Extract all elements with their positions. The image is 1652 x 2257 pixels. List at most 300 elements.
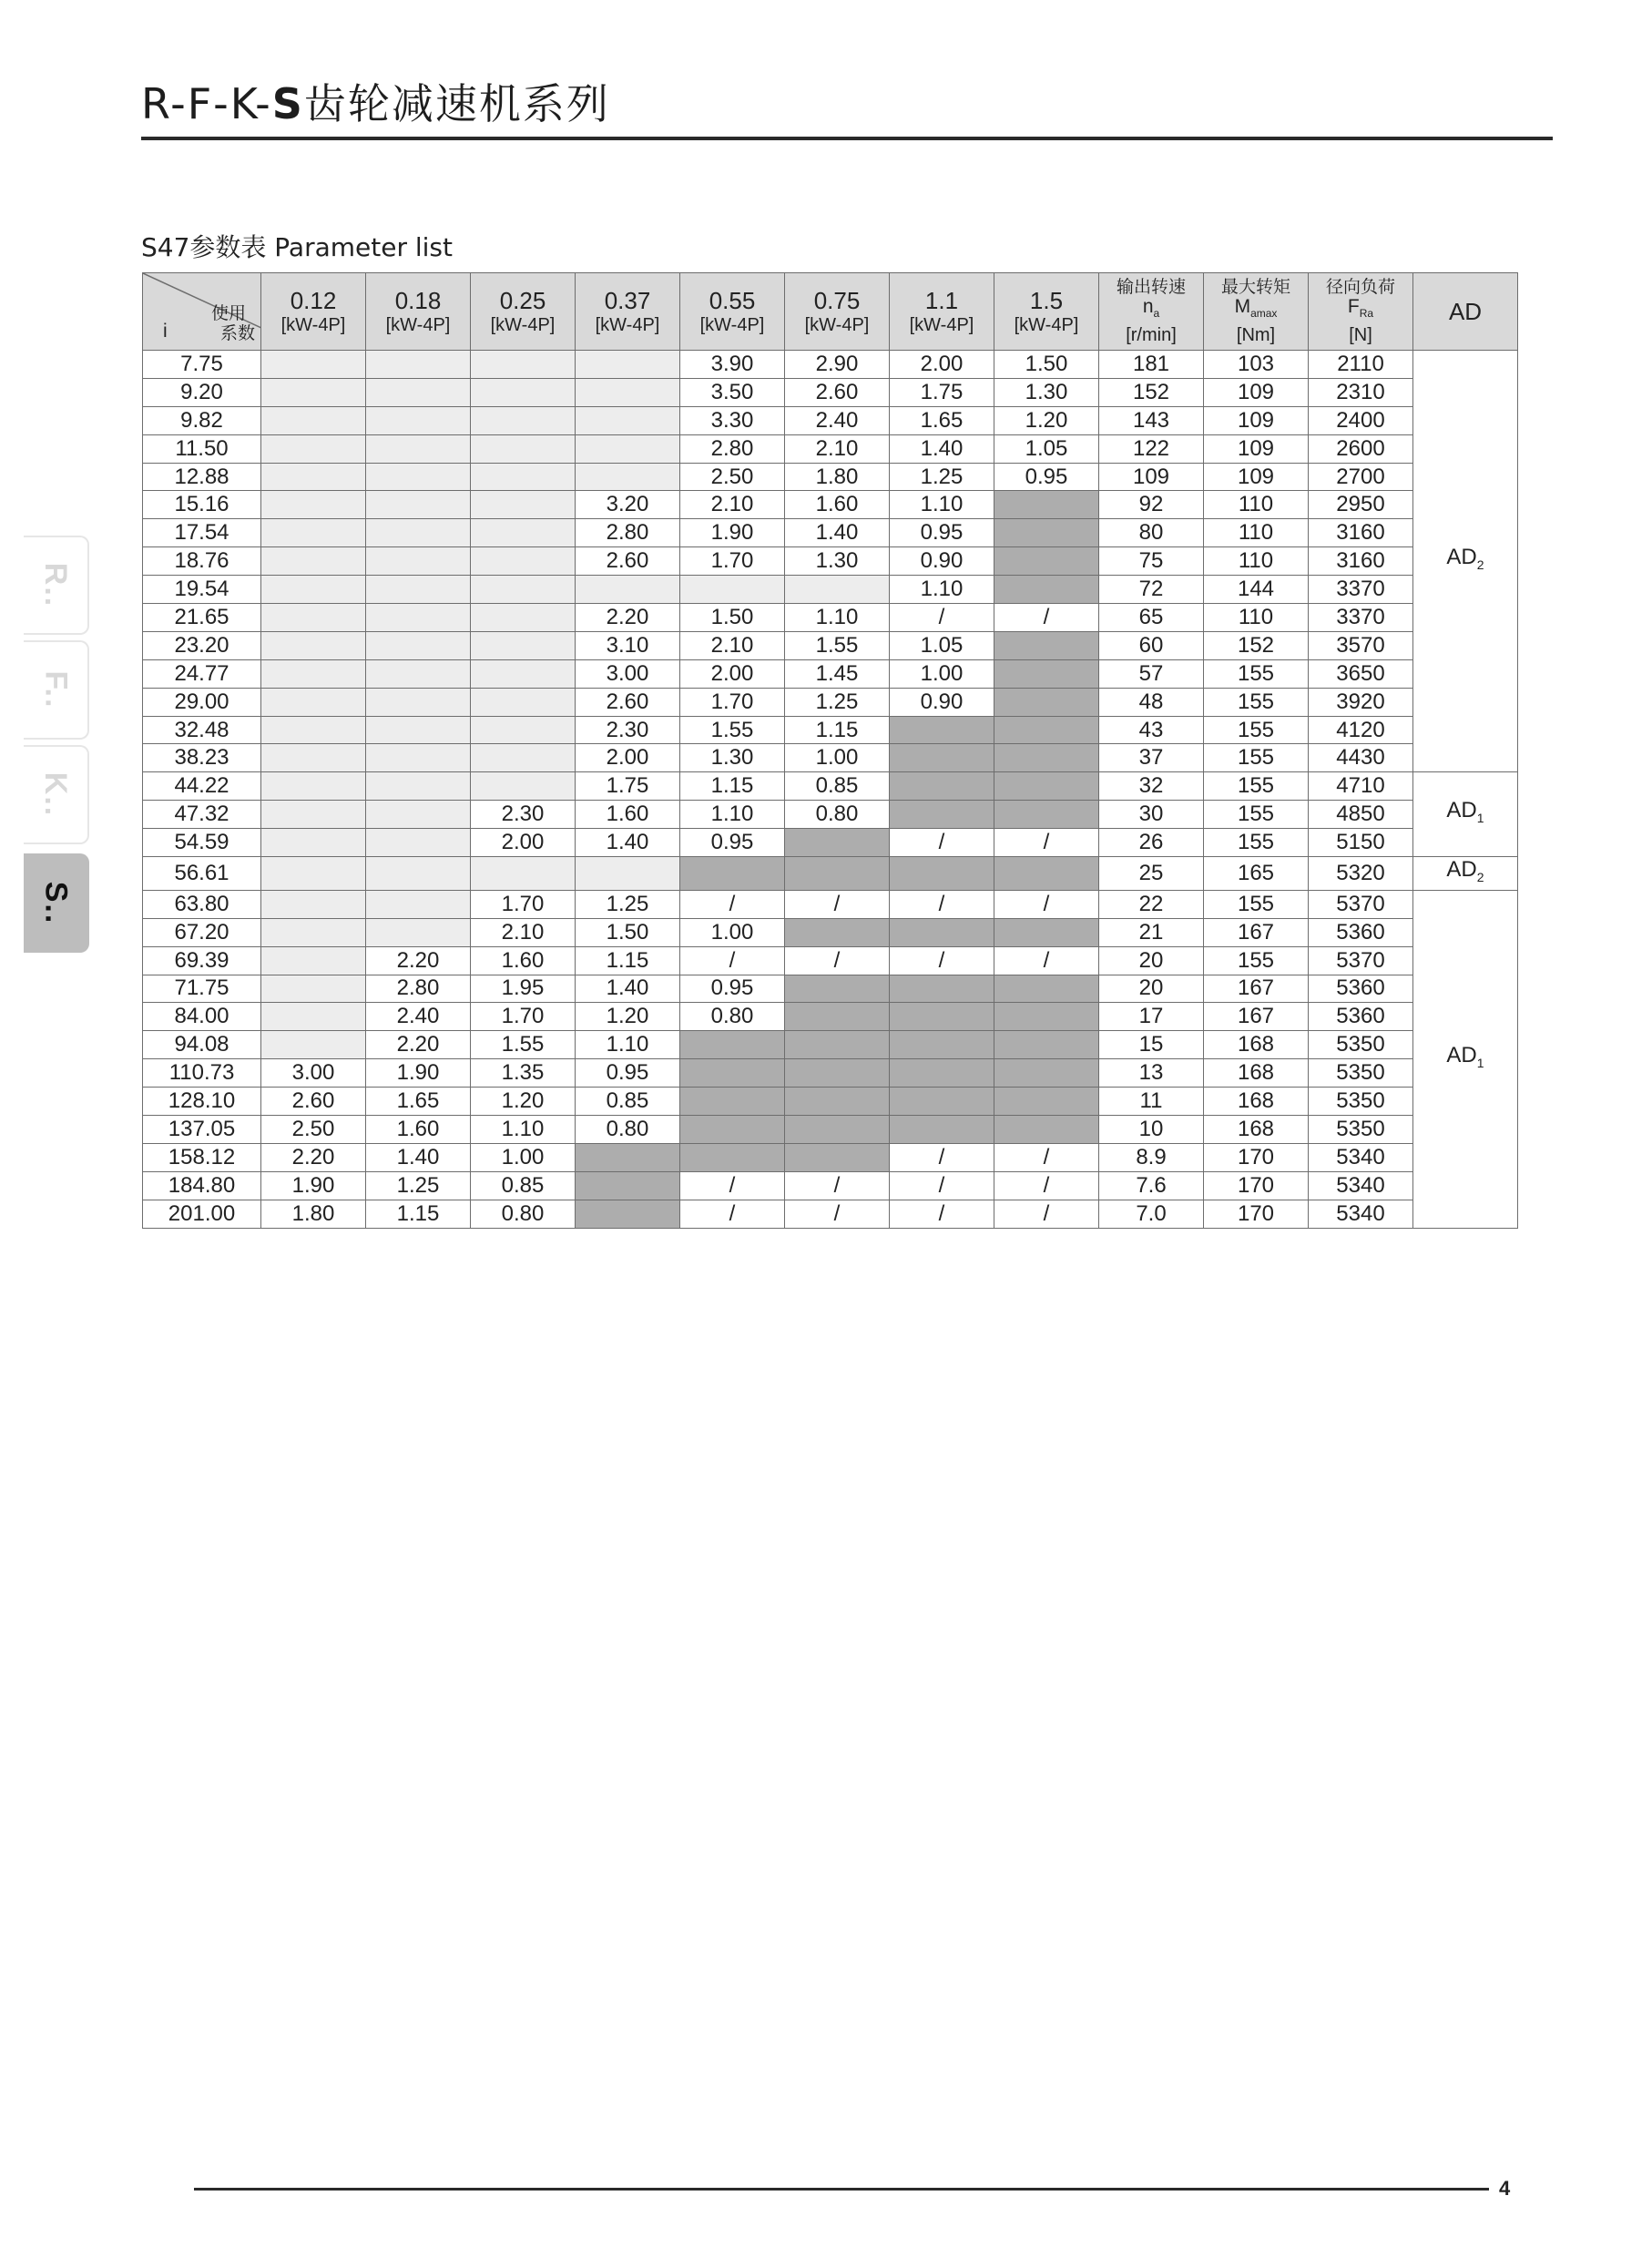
service-factor-cell: / xyxy=(680,946,785,975)
service-factor-cell: 0.85 xyxy=(785,772,890,801)
table-row xyxy=(143,351,1518,379)
ratio-cell: 158.12 xyxy=(143,1143,261,1171)
output-speed-cell: 72 xyxy=(1099,576,1204,604)
section-title: S47参数表 Parameter list xyxy=(141,232,454,262)
max-torque-cell: 110 xyxy=(1204,547,1309,576)
max-torque-cell: 109 xyxy=(1204,463,1309,491)
service-factor-cell: / xyxy=(994,1171,1099,1200)
radial-load-cell: 2310 xyxy=(1309,378,1413,406)
max-torque-cell: 168 xyxy=(1204,1059,1309,1088)
radial-load-cell: 2600 xyxy=(1309,434,1413,463)
service-factor-cell: 2.30 xyxy=(471,801,576,829)
service-factor-cell: 2.80 xyxy=(680,434,785,463)
side-tab-label: K.. xyxy=(38,771,74,818)
max-torque-cell: 168 xyxy=(1204,1088,1309,1116)
empty-cell xyxy=(261,857,366,891)
output-speed-cell: 21 xyxy=(1099,918,1204,946)
ratio-cell: 23.20 xyxy=(143,631,261,659)
radial-load-cell: 3650 xyxy=(1309,659,1413,688)
service-factor-cell: 2.30 xyxy=(576,716,680,744)
unavailable-cell xyxy=(994,857,1099,891)
unavailable-cell xyxy=(994,744,1099,772)
radial-load-cell: 5360 xyxy=(1309,975,1413,1003)
radial-load-cell: 2110 xyxy=(1309,351,1413,379)
output-speed-cell: 92 xyxy=(1099,491,1204,519)
power-header: 0.18 [kW-4P] xyxy=(366,273,471,351)
service-factor-cell: 2.10 xyxy=(680,631,785,659)
max-torque-cell: 110 xyxy=(1204,519,1309,547)
max-torque-cell: 110 xyxy=(1204,604,1309,632)
unavailable-cell xyxy=(890,1031,994,1059)
max-torque-cell: 170 xyxy=(1204,1200,1309,1228)
empty-cell xyxy=(261,829,366,857)
empty-cell xyxy=(366,406,471,434)
table-row xyxy=(143,744,1518,772)
ratio-cell: 19.54 xyxy=(143,576,261,604)
service-factor-cell: 0.95 xyxy=(994,463,1099,491)
table-body xyxy=(143,351,1518,1229)
ad-label: AD xyxy=(1446,857,1477,883)
service-factor-cell: / xyxy=(890,890,994,918)
unavailable-cell xyxy=(785,1143,890,1171)
empty-cell xyxy=(471,463,576,491)
service-factor-cell: 1.75 xyxy=(890,378,994,406)
ad-subscript: 2 xyxy=(1476,869,1484,884)
page-number: 4 xyxy=(1499,2177,1511,2200)
empty-cell xyxy=(261,547,366,576)
ad-header: AD xyxy=(1413,273,1518,351)
table-row xyxy=(143,406,1518,434)
unavailable-cell xyxy=(576,1171,680,1200)
service-factor-cell: 1.80 xyxy=(261,1200,366,1228)
parameter-table xyxy=(142,272,1518,1229)
output-speed-cell: 20 xyxy=(1099,946,1204,975)
max-torque-cell: 109 xyxy=(1204,406,1309,434)
radial-load-cell: 4850 xyxy=(1309,801,1413,829)
unavailable-cell xyxy=(890,975,994,1003)
max-torque-cell: 170 xyxy=(1204,1143,1309,1171)
service-factor-cell: / xyxy=(890,946,994,975)
title-suffix: 齿轮减速机系列 xyxy=(303,79,610,128)
output-speed-cell: 80 xyxy=(1099,519,1204,547)
ad-cell xyxy=(1413,351,1518,772)
service-factor-cell: 1.90 xyxy=(261,1171,366,1200)
unavailable-cell xyxy=(785,1031,890,1059)
radial-load-cell: 3160 xyxy=(1309,547,1413,576)
unavailable-cell xyxy=(576,1143,680,1171)
empty-cell xyxy=(366,890,471,918)
empty-cell xyxy=(366,716,471,744)
ratio-cell: 18.76 xyxy=(143,547,261,576)
unavailable-cell xyxy=(994,1088,1099,1116)
output-speed-cell: 60 xyxy=(1099,631,1204,659)
empty-cell xyxy=(261,463,366,491)
output-speed-cell: 26 xyxy=(1099,829,1204,857)
service-factor-cell: 1.10 xyxy=(890,491,994,519)
unavailable-cell xyxy=(785,829,890,857)
service-factor-cell: 1.15 xyxy=(680,772,785,801)
service-factor-cell: 2.60 xyxy=(576,547,680,576)
table-row xyxy=(143,1143,1518,1171)
service-factor-cell: 1.40 xyxy=(890,434,994,463)
service-factor-cell: 1.65 xyxy=(890,406,994,434)
service-factor-cell: 1.40 xyxy=(576,975,680,1003)
side-tab-label: F.. xyxy=(38,670,74,710)
output-speed-cell: 11 xyxy=(1099,1088,1204,1116)
side-tab-k[interactable] xyxy=(24,745,89,844)
service-factor-cell: 2.40 xyxy=(785,406,890,434)
output-speed-cell: 43 xyxy=(1099,716,1204,744)
unavailable-cell xyxy=(890,918,994,946)
radial-load-cell: 5350 xyxy=(1309,1088,1413,1116)
table-row xyxy=(143,1200,1518,1228)
unavailable-cell xyxy=(785,1059,890,1088)
service-factor-cell: 0.90 xyxy=(890,688,994,716)
empty-cell xyxy=(471,688,576,716)
service-factor-cell: 3.30 xyxy=(680,406,785,434)
radial-load-cell: 5350 xyxy=(1309,1031,1413,1059)
side-tab-r[interactable] xyxy=(24,536,89,635)
service-factor-cell: 1.30 xyxy=(994,378,1099,406)
empty-cell xyxy=(366,463,471,491)
output-speed-cell: 30 xyxy=(1099,801,1204,829)
unavailable-cell xyxy=(994,547,1099,576)
empty-cell xyxy=(366,688,471,716)
table-row xyxy=(143,857,1518,891)
empty-cell xyxy=(261,688,366,716)
service-factor-cell: 1.00 xyxy=(890,659,994,688)
output-speed-cell: 25 xyxy=(1099,857,1204,891)
max-torque-cell: 170 xyxy=(1204,1171,1309,1200)
service-factor-cell: 2.60 xyxy=(576,688,680,716)
max-torque-cell: 155 xyxy=(1204,946,1309,975)
page-title xyxy=(141,71,610,131)
radial-load-cell: 3370 xyxy=(1309,604,1413,632)
service-factor-cell: 2.10 xyxy=(471,918,576,946)
ad-subscript: 1 xyxy=(1476,811,1484,826)
ratio-cell: 9.20 xyxy=(143,378,261,406)
empty-cell xyxy=(366,519,471,547)
service-factor-cell: / xyxy=(680,1200,785,1228)
service-factor-cell: 1.05 xyxy=(890,631,994,659)
ad-cell xyxy=(1413,857,1518,891)
empty-cell xyxy=(366,604,471,632)
ratio-cell: 128.10 xyxy=(143,1088,261,1116)
empty-cell xyxy=(471,744,576,772)
empty-cell xyxy=(471,772,576,801)
table-row xyxy=(143,918,1518,946)
power-header: 1.5 [kW-4P] xyxy=(994,273,1099,351)
table-row xyxy=(143,829,1518,857)
radial-load-cell: 4120 xyxy=(1309,716,1413,744)
max-torque-cell: 167 xyxy=(1204,918,1309,946)
title-bold-letter: S xyxy=(271,79,304,128)
max-torque-cell: 167 xyxy=(1204,975,1309,1003)
empty-cell xyxy=(471,378,576,406)
empty-cell xyxy=(471,406,576,434)
service-factor-cell: 0.95 xyxy=(680,829,785,857)
radial-load-cell: 5320 xyxy=(1309,857,1413,891)
service-factor-cell: 0.95 xyxy=(576,1059,680,1088)
service-factor-cell: 2.20 xyxy=(366,1031,471,1059)
empty-cell xyxy=(261,491,366,519)
service-factor-cell: 1.75 xyxy=(576,772,680,801)
output-speed-cell: 17 xyxy=(1099,1003,1204,1031)
radial-load-cell: 5350 xyxy=(1309,1059,1413,1088)
empty-cell xyxy=(261,1003,366,1031)
ad-label: AD xyxy=(1446,545,1477,570)
empty-cell xyxy=(471,604,576,632)
empty-cell xyxy=(366,918,471,946)
max-torque-cell: 168 xyxy=(1204,1115,1309,1143)
ratio-cell: 56.61 xyxy=(143,857,261,891)
ratio-cell: 11.50 xyxy=(143,434,261,463)
service-factor-cell: 2.20 xyxy=(261,1143,366,1171)
table-row xyxy=(143,1003,1518,1031)
service-factor-cell: 1.50 xyxy=(576,918,680,946)
radial-load-cell: 5370 xyxy=(1309,890,1413,918)
table-row xyxy=(143,801,1518,829)
service-factor-cell: 1.60 xyxy=(366,1115,471,1143)
empty-cell xyxy=(366,434,471,463)
ratio-cell: 71.75 xyxy=(143,975,261,1003)
service-factor-cell: 2.00 xyxy=(890,351,994,379)
service-factor-cell: / xyxy=(785,1171,890,1200)
empty-cell xyxy=(366,744,471,772)
service-factor-cell: 2.50 xyxy=(261,1115,366,1143)
empty-cell xyxy=(366,351,471,379)
radial-load-cell: 5340 xyxy=(1309,1143,1413,1171)
empty-cell xyxy=(471,547,576,576)
header-rule xyxy=(141,137,1553,140)
service-factor-cell: 2.50 xyxy=(680,463,785,491)
side-tab-f[interactable] xyxy=(24,640,89,740)
empty-cell xyxy=(366,801,471,829)
service-factor-cell: 0.90 xyxy=(890,547,994,576)
max-torque-cell: 165 xyxy=(1204,857,1309,891)
table-row xyxy=(143,1171,1518,1200)
max-torque-cell: 155 xyxy=(1204,716,1309,744)
empty-cell xyxy=(471,716,576,744)
table-row xyxy=(143,772,1518,801)
service-factor-cell: 1.10 xyxy=(471,1115,576,1143)
unavailable-cell xyxy=(890,772,994,801)
ad-cell xyxy=(1413,890,1518,1228)
max-torque-cell: 110 xyxy=(1204,491,1309,519)
service-factor-cell: 1.00 xyxy=(680,918,785,946)
output-speed-cell: 181 xyxy=(1099,351,1204,379)
unavailable-cell xyxy=(994,576,1099,604)
service-factor-cell: / xyxy=(785,946,890,975)
radial-load-cell: 5360 xyxy=(1309,1003,1413,1031)
radial-load-cell: 3920 xyxy=(1309,688,1413,716)
ratio-cell: 32.48 xyxy=(143,716,261,744)
empty-cell xyxy=(471,576,576,604)
max-torque-cell: 144 xyxy=(1204,576,1309,604)
ratio-cell: 54.59 xyxy=(143,829,261,857)
output-speed-cell: 143 xyxy=(1099,406,1204,434)
service-factor-cell: 0.80 xyxy=(576,1115,680,1143)
output-speed-cell: 65 xyxy=(1099,604,1204,632)
table-row xyxy=(143,604,1518,632)
table-row xyxy=(143,1088,1518,1116)
unavailable-cell xyxy=(994,772,1099,801)
empty-cell xyxy=(366,631,471,659)
unavailable-cell xyxy=(994,491,1099,519)
output-speed-cell: 109 xyxy=(1099,463,1204,491)
service-factor-cell: 1.25 xyxy=(785,688,890,716)
ad-subscript: 2 xyxy=(1476,557,1484,573)
unavailable-cell xyxy=(890,1059,994,1088)
power-header: 0.75 [kW-4P] xyxy=(785,273,890,351)
service-factor-cell: 1.00 xyxy=(471,1143,576,1171)
service-factor-cell: 1.15 xyxy=(366,1200,471,1228)
service-factor-cell: 1.90 xyxy=(680,519,785,547)
service-factor-cell: 1.45 xyxy=(785,659,890,688)
empty-cell xyxy=(261,744,366,772)
service-factor-cell: 1.40 xyxy=(785,519,890,547)
speed-header: 输出转速 $n_a$ [r/min] xyxy=(1099,273,1204,351)
table-row xyxy=(143,378,1518,406)
service-factor-cell: 1.15 xyxy=(576,946,680,975)
service-factor-cell: 1.40 xyxy=(366,1143,471,1171)
empty-cell xyxy=(261,434,366,463)
ratio-cell: 24.77 xyxy=(143,659,261,688)
max-torque-cell: 155 xyxy=(1204,890,1309,918)
empty-cell xyxy=(261,406,366,434)
table-row xyxy=(143,576,1518,604)
unavailable-cell xyxy=(994,1031,1099,1059)
service-factor-cell: 1.60 xyxy=(785,491,890,519)
table-row xyxy=(143,1059,1518,1088)
empty-cell xyxy=(576,378,680,406)
empty-cell xyxy=(261,576,366,604)
empty-cell xyxy=(785,576,890,604)
service-factor-cell: 1.10 xyxy=(890,576,994,604)
ad-subscript: 1 xyxy=(1476,1055,1484,1070)
service-factor-cell: 1.30 xyxy=(785,547,890,576)
empty-cell xyxy=(261,801,366,829)
unavailable-cell xyxy=(785,1115,890,1143)
max-torque-cell: 155 xyxy=(1204,659,1309,688)
table-row xyxy=(143,688,1518,716)
service-factor-cell: / xyxy=(994,829,1099,857)
table-row xyxy=(143,1031,1518,1059)
ratio-cell: 29.00 xyxy=(143,688,261,716)
use-label: 使用 xyxy=(210,303,246,323)
ratio-cell: 7.75 xyxy=(143,351,261,379)
unavailable-cell xyxy=(994,918,1099,946)
unavailable-cell xyxy=(890,1003,994,1031)
output-speed-cell: 8.9 xyxy=(1099,1143,1204,1171)
table-row xyxy=(143,946,1518,975)
max-torque-cell: 103 xyxy=(1204,351,1309,379)
max-torque-cell: 109 xyxy=(1204,434,1309,463)
side-tab-label: R.. xyxy=(38,562,74,608)
service-factor-cell: 1.70 xyxy=(471,1003,576,1031)
service-factor-cell: 2.60 xyxy=(785,378,890,406)
max-torque-cell: 152 xyxy=(1204,631,1309,659)
service-factor-cell: 2.20 xyxy=(366,946,471,975)
unavailable-cell xyxy=(890,801,994,829)
unavailable-cell xyxy=(994,801,1099,829)
ratio-cell: 38.23 xyxy=(143,744,261,772)
power-header: 1.1 [kW-4P] xyxy=(890,273,994,351)
ratio-cell: 21.65 xyxy=(143,604,261,632)
ratio-cell: 69.39 xyxy=(143,946,261,975)
service-factor-cell: 1.20 xyxy=(471,1088,576,1116)
service-factor-cell: 1.55 xyxy=(785,631,890,659)
service-factor-cell: 2.80 xyxy=(366,975,471,1003)
service-factor-cell: 0.95 xyxy=(890,519,994,547)
max-torque-cell: 109 xyxy=(1204,378,1309,406)
max-torque-cell: 155 xyxy=(1204,772,1309,801)
service-factor-cell: 1.90 xyxy=(366,1059,471,1088)
side-tab-label: S.. xyxy=(38,881,74,925)
service-factor-cell: 3.00 xyxy=(576,659,680,688)
unavailable-cell xyxy=(994,1003,1099,1031)
service-factor-cell: 2.00 xyxy=(680,659,785,688)
service-factor-cell: / xyxy=(680,890,785,918)
unavailable-cell xyxy=(994,659,1099,688)
service-factor-cell: / xyxy=(890,1143,994,1171)
service-factor-cell: 1.30 xyxy=(680,744,785,772)
ratio-cell: 84.00 xyxy=(143,1003,261,1031)
table-row xyxy=(143,659,1518,688)
unavailable-cell xyxy=(785,1003,890,1031)
footer-rule xyxy=(194,2188,1489,2191)
output-speed-cell: 57 xyxy=(1099,659,1204,688)
empty-cell xyxy=(366,378,471,406)
side-tab-s[interactable] xyxy=(24,853,89,953)
max-torque-cell: 155 xyxy=(1204,744,1309,772)
max-torque-cell: 167 xyxy=(1204,1003,1309,1031)
table-row xyxy=(143,975,1518,1003)
radial-load-cell: 2950 xyxy=(1309,491,1413,519)
service-factor-cell: 1.40 xyxy=(576,829,680,857)
torque-header: 最大转矩 $M_{amax}$ [Nm] xyxy=(1204,273,1309,351)
unavailable-cell xyxy=(680,1059,785,1088)
service-factor-cell: 1.10 xyxy=(680,801,785,829)
service-factor-cell: 0.80 xyxy=(785,801,890,829)
service-factor-cell: 1.55 xyxy=(471,1031,576,1059)
max-torque-cell: 168 xyxy=(1204,1031,1309,1059)
service-factor-cell: 1.20 xyxy=(994,406,1099,434)
empty-cell xyxy=(576,406,680,434)
empty-cell xyxy=(261,890,366,918)
output-speed-cell: 7.6 xyxy=(1099,1171,1204,1200)
ratio-cell: 67.20 xyxy=(143,918,261,946)
radial-load-cell: 3570 xyxy=(1309,631,1413,659)
ad-label: AD xyxy=(1446,798,1477,823)
service-factor-cell: 2.80 xyxy=(576,519,680,547)
empty-cell xyxy=(261,716,366,744)
service-factor-cell: / xyxy=(994,604,1099,632)
power-header: 0.12 [kW-4P] xyxy=(261,273,366,351)
service-factor-cell: / xyxy=(890,829,994,857)
service-factor-cell: 0.85 xyxy=(576,1088,680,1116)
empty-cell xyxy=(366,659,471,688)
output-speed-cell: 122 xyxy=(1099,434,1204,463)
ratio-cell: 44.22 xyxy=(143,772,261,801)
ad-label: AD xyxy=(1446,1042,1477,1067)
output-speed-cell: 7.0 xyxy=(1099,1200,1204,1228)
radial-load-cell: 5340 xyxy=(1309,1200,1413,1228)
max-torque-cell: 155 xyxy=(1204,829,1309,857)
empty-cell xyxy=(471,491,576,519)
empty-cell xyxy=(366,772,471,801)
table-row xyxy=(143,434,1518,463)
